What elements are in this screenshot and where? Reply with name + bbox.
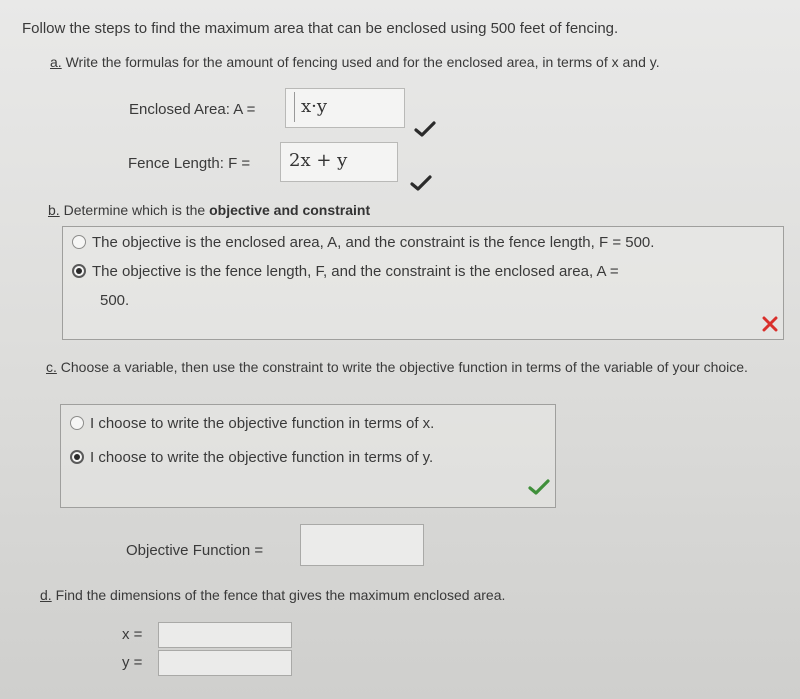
radio-button-selected[interactable] [72,264,86,278]
y-input[interactable] [158,650,292,676]
part-a-text: Write the formulas for the amount of fencing used and for the enclosed area, in terms of x and y. [65,54,660,70]
area-answer-field[interactable] [285,88,405,128]
part-d-text: Find the dimensions of the fence that gives the maximum enclosed area. [55,587,506,603]
check-icon [414,120,436,138]
part-c-option-1-label: I choose to write the objective function in terms of x. [90,415,435,432]
part-d-prompt [40,587,505,603]
part-c-option-2[interactable] [70,449,433,466]
part-b-option-2-label: The objective is the fence length, F, and the constraint is the enclosed area, A = [92,263,619,280]
area-label: Enclosed Area: A = [129,101,256,118]
radio-button[interactable] [72,235,86,249]
part-b-prompt [48,202,370,218]
fence-answer-field[interactable] [280,142,398,182]
part-b-option-1-label: The objective is the enclosed area, A, and the constraint is the fence length, F = 500. [92,234,655,251]
check-icon [528,478,550,496]
part-b-marker: b. [48,202,60,218]
part-b-bold-text: objective and constraint [209,202,371,218]
part-c-option-2-label: I choose to write the objective function in terms of y. [90,449,434,466]
x-label: x = [122,626,143,643]
fence-label: Fence Length: F = [128,155,251,172]
area-answer-text: x·y [294,92,327,122]
y-label: y = [122,654,143,671]
radio-button-selected[interactable] [70,450,84,464]
part-c-option-1[interactable] [70,415,434,432]
question-intro: Follow the steps to find the maximum area that can be enclosed using 500 feet of fencing. [22,20,619,37]
cross-icon [762,316,778,332]
part-d-marker: d. [40,587,52,603]
part-a-marker: a. [50,54,62,70]
fence-answer-text: 2x + y [289,150,348,171]
part-c-prompt [46,355,794,379]
part-b-option-2-continued: 500. [100,292,130,309]
part-b-text: Determine which is the [63,202,210,218]
objective-function-label: Objective Function = [126,542,264,559]
radio-button[interactable] [70,416,84,430]
x-input[interactable] [158,622,292,648]
check-icon [410,174,432,192]
part-a-prompt [50,54,660,70]
part-c-text: Choose a variable, then use the constraint to write the objective function in terms of the variable of your choice. [60,359,748,375]
part-c-marker: c. [46,359,57,375]
objective-function-input[interactable] [300,524,424,566]
part-b-option-1[interactable] [72,234,654,251]
part-b-option-2[interactable] [72,263,619,280]
